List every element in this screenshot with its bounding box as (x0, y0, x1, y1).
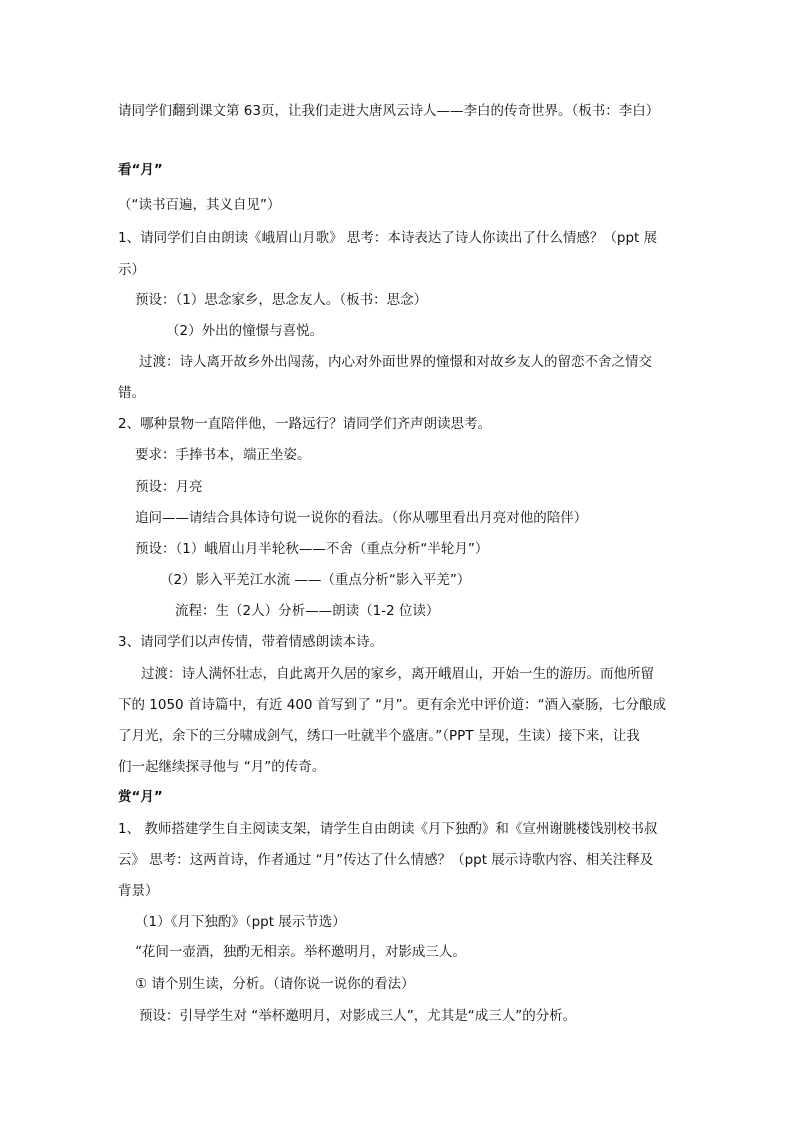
poem-excerpt: “花间一壶酒，独酌无相亲。举杯邀明月，对影成三人。 (135, 944, 466, 960)
transition-2-line-1: 过渡：诗人满怀壮志，自此离开久居的家乡，离开峨眉山，开始一生的游历。而他所留 (141, 666, 654, 682)
task-1-line-2: 云》 思考：这两首诗，作者通过 “月”传达了什么情感？（ppt 展示诗歌内容、相关注释及 (118, 852, 654, 868)
preset-analysis-2: （2）影入平羌江水流 ——（重点分析“影入平羌”） (160, 572, 471, 588)
preset-answer-1: 预设：（1）思念家乡，思念友人。（板书：思念） (135, 292, 428, 308)
section-heading-look-moon: 看“月” (118, 162, 163, 178)
transition-1-line-2: 错。 (118, 385, 145, 401)
transition-2-line-2: 下的 1050 首诗篇中，有近 400 首写到了 “月”。更有余光中评价道：“酒入豪肠，七分酿成 (118, 697, 667, 713)
preset-guide: 预设：引导学生对 “举杯邀明月，对影成三人”，尤其是“成三人”的分析。 (139, 1008, 577, 1024)
poem-heading: （1）《月下独酌》（ppt 展示节选） (135, 914, 346, 930)
transition-2-line-4: 们一起继续探寻他与 “月”的传奇。 (118, 759, 326, 775)
proverb-line: （“读书百遍，其义自见”） (118, 197, 281, 213)
preset-moon: 预设：月亮 (135, 479, 203, 495)
task-1-line-1: 1、 教师搭建学生自主阅读支架，请学生自由朗读《月下独酌》和《宣州谢朓楼饯别校书叔 (118, 821, 658, 837)
question-2: 2、哪种景物一直陪伴他，一路远行？请同学们齐声朗读思考。 (118, 416, 492, 432)
requirement-line: 要求：手捧书本，端正坐姿。 (135, 447, 311, 463)
preset-analysis-1: 预设：（1）峨眉山月半轮秋——不舍（重点分析“半轮月”） (135, 541, 489, 557)
process-line: 流程：生（2人）分析——朗读（1-2 位读） (175, 603, 440, 619)
task-1-line-3: 背景） (118, 883, 159, 899)
intro-paragraph: 请同学们翻到课文第 63页，让我们走进大唐风云诗人——李白的传奇世界。（板书：李白） (118, 103, 660, 119)
follow-up-question: 追问——请结合具体诗句说一说你的看法。（你从哪里看出月亮对他的陪伴） (135, 510, 588, 526)
question-1-line-1: 1、请同学们自由朗读《峨眉山月歌》 思考：本诗表达了诗人你读出了什么情感？（ppt 展 (118, 230, 658, 246)
step-1: ① 请个别生读，分析。（请你说一说你的看法） (135, 976, 415, 992)
transition-2-line-3: 了月光，余下的三分啸成剑气，绣口一吐就半个盛唐。”（PPT 呈现，生读）接下来，让我 (118, 728, 640, 744)
preset-answer-2: （2）外出的憧憬与喜悦。 (166, 323, 324, 339)
question-1-line-2: 示） (118, 262, 145, 278)
question-3: 3、请同学们以声传情，带着情感朗读本诗。 (118, 634, 384, 650)
transition-1-line-1: 过渡：诗人离开故乡外出闯荡，内心对外面世界的憧憬和对故乡友人的留恋不舍之情交 (139, 354, 652, 370)
section-heading-appreciate-moon: 赏“月” (118, 789, 163, 805)
